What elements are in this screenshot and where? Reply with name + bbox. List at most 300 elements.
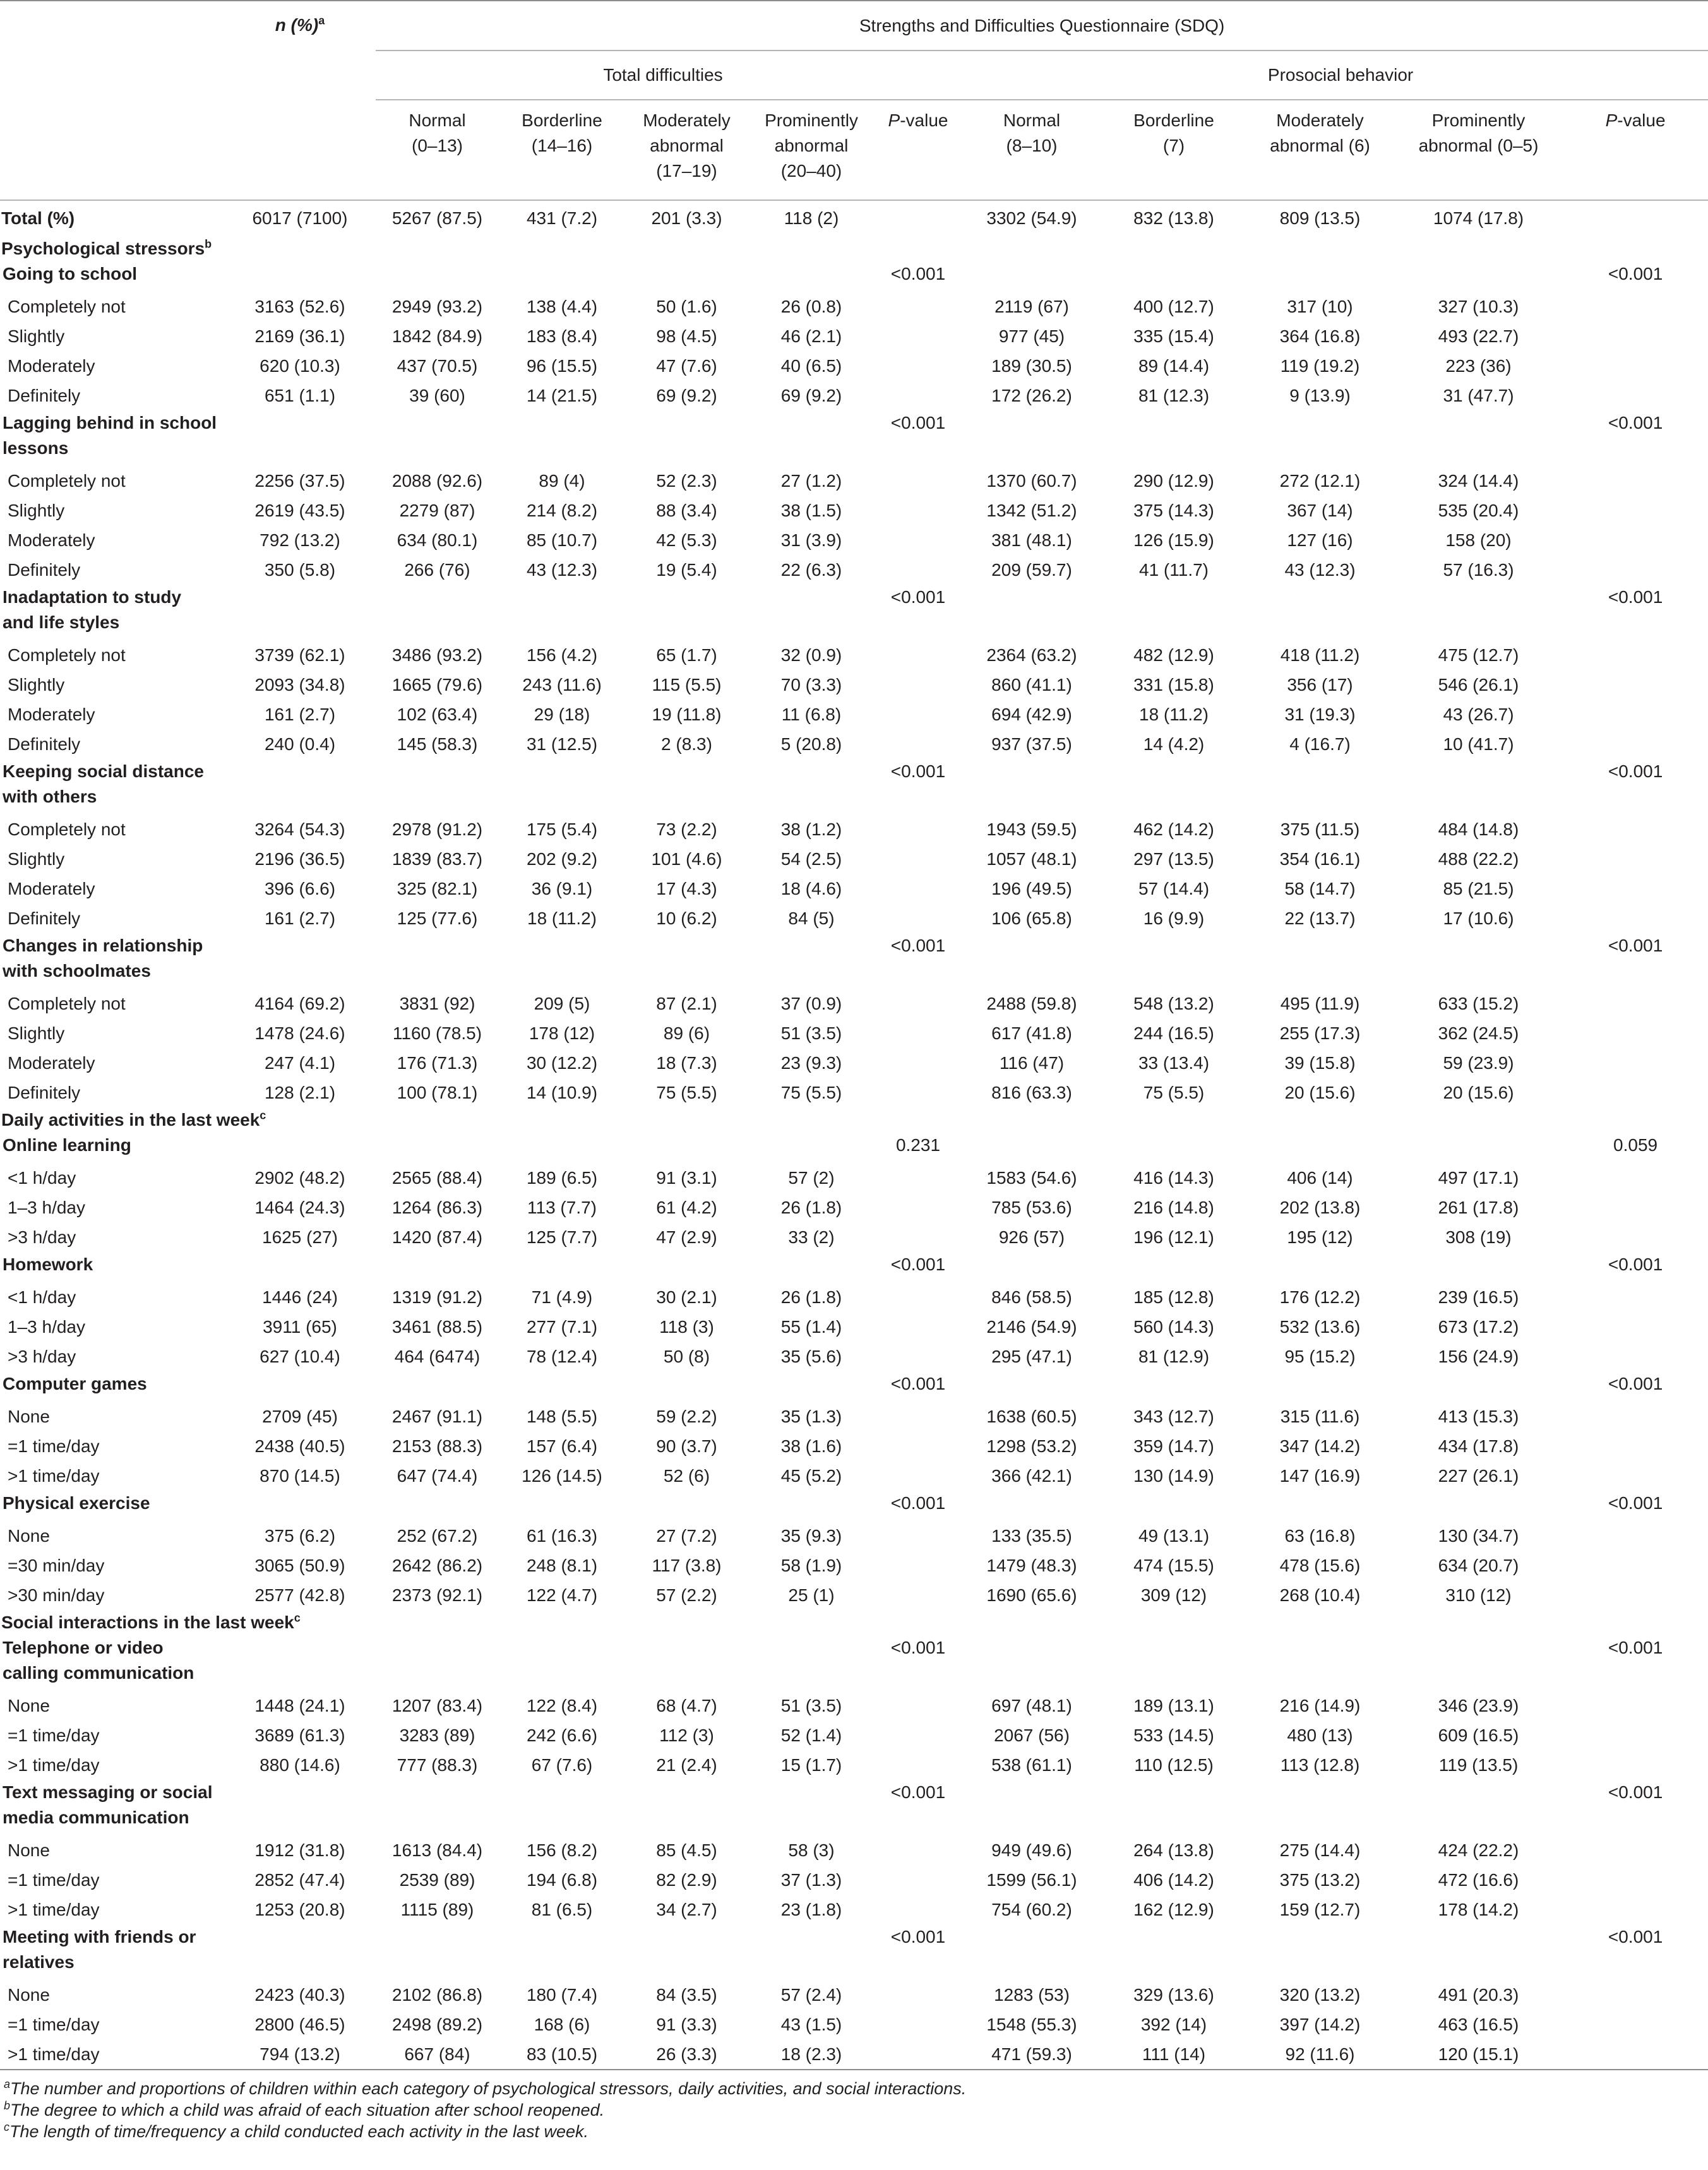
row-label: Definitely — [8, 559, 81, 580]
variable-row — [0, 410, 1708, 466]
empty-cell — [224, 1924, 376, 1980]
prosocial-cell: 272 (12.1) — [1279, 470, 1361, 491]
row-label: <1 h/day — [8, 1287, 76, 1307]
row-label: None — [8, 1984, 50, 2005]
prosocial-cell: 223 (36) — [1445, 355, 1512, 376]
empty-cell — [962, 261, 1102, 292]
footnote-marker: c — [4, 2121, 9, 2133]
empty-cell — [499, 1924, 625, 1980]
empty-cell — [224, 1635, 376, 1691]
total-difficulties-cell: 1160 (78.5) — [392, 1023, 482, 1043]
prosocial-cell: 406 (14) — [1287, 1167, 1353, 1188]
header-pb-p-value — [1563, 100, 1708, 200]
total-difficulties-cell: 47 (2.9) — [656, 1227, 717, 1247]
total-difficulties-cell: 2153 (88.3) — [391, 1436, 483, 1456]
prosocial-cell: 356 (17) — [1287, 674, 1353, 695]
variable-label-line: Online learning — [3, 1135, 131, 1155]
n-percent-cell: 375 (6.2) — [264, 1525, 336, 1546]
total-difficulties-cell: 145 (58.3) — [397, 734, 478, 754]
table-row — [0, 381, 1708, 410]
prosocial-cell: 119 (19.2) — [1280, 355, 1360, 376]
empty-cell — [376, 1491, 499, 1521]
table-row — [0, 989, 1708, 1018]
empty-cell — [875, 1222, 962, 1252]
table-row — [0, 670, 1708, 700]
table-row — [0, 700, 1708, 729]
prosocial-cell: 209 (59.7) — [991, 559, 1072, 580]
prosocial-p-value: <0.001 — [1608, 413, 1663, 432]
prosocial-cell: 244 (16.5) — [1133, 1023, 1214, 1043]
empty-cell — [1563, 1980, 1708, 2010]
header-column-line: Borderline — [1133, 110, 1214, 130]
total-difficulties-cell: 777 (88.3) — [397, 1755, 478, 1775]
prosocial-cell: 315 (11.6) — [1280, 1406, 1360, 1426]
empty-cell — [1563, 1282, 1708, 1312]
footnote-marker: b — [4, 2099, 11, 2112]
prosocial-p-value: <0.001 — [1608, 587, 1663, 607]
variable-row — [0, 585, 1708, 640]
empty-cell — [224, 261, 376, 292]
prosocial-cell: 43 (12.3) — [1284, 559, 1356, 580]
total-difficulties-cell: 27 (7.2) — [656, 1525, 717, 1546]
prosocial-cell: 533 (14.5) — [1133, 1725, 1214, 1745]
prosocial-cell: 949 (49.6) — [991, 1840, 1072, 1860]
footnote-text: The length of time/frequency a child conducted each activity in the last week. — [9, 2122, 589, 2141]
total-difficulties-cell: 91 (3.3) — [656, 2014, 717, 2034]
total-difficulties-cell: 59 (2.2) — [656, 1406, 717, 1426]
prosocial-cell: 196 (12.1) — [1133, 1227, 1214, 1247]
total-difficulties-cell: 43 (12.3) — [526, 559, 598, 580]
header-stub — [0, 1, 224, 51]
empty-cell — [224, 410, 376, 466]
table-row — [0, 466, 1708, 496]
total-difficulties-cell: 100 (78.1) — [397, 1082, 478, 1102]
n-percent-cell: 128 (2.1) — [264, 1082, 336, 1102]
empty-cell — [1563, 1461, 1708, 1491]
prosocial-cell: 297 (13.5) — [1133, 849, 1214, 869]
empty-cell — [1394, 1635, 1563, 1691]
total-difficulties-cell: 26 (0.8) — [780, 296, 842, 316]
total-difficulties-cell: 23 (9.3) — [780, 1052, 842, 1073]
empty-cell — [875, 874, 962, 903]
variable-label-line: lessons — [3, 438, 69, 458]
total-difficulties-p-value: <0.001 — [890, 1374, 946, 1393]
empty-cell — [1246, 1252, 1394, 1282]
total-difficulties-cell: 85 (4.5) — [656, 1840, 717, 1860]
empty-cell — [1102, 1924, 1246, 1980]
prosocial-cell: 367 (14) — [1287, 500, 1353, 520]
row-label: Slightly — [8, 674, 65, 695]
total-difficulties-cell: 43 (1.5) — [780, 2014, 842, 2034]
empty-cell — [224, 1133, 376, 1163]
n-percent-cell: 1625 (27) — [262, 1227, 338, 1247]
empty-cell — [1102, 933, 1246, 989]
row-label: Definitely — [8, 1082, 81, 1102]
variable-row — [0, 261, 1708, 292]
prosocial-cell: 546 (26.1) — [1438, 674, 1519, 695]
prosocial-cell: 359 (14.7) — [1133, 1436, 1214, 1456]
total-difficulties-p-value: <0.001 — [890, 264, 946, 283]
prosocial-cell: 255 (17.3) — [1279, 1023, 1361, 1043]
table-row — [0, 1865, 1708, 1895]
prosocial-cell: 462 (14.2) — [1133, 819, 1214, 839]
total-difficulties-cell: 18 (11.2) — [527, 908, 597, 928]
empty-cell — [1563, 903, 1708, 933]
total-difficulties-cell: 51 (3.5) — [780, 1023, 842, 1043]
empty-cell — [875, 200, 962, 236]
empty-cell — [1102, 1491, 1246, 1521]
empty-cell — [1102, 1133, 1246, 1163]
header-n-spacer — [224, 51, 376, 100]
empty-cell — [1246, 261, 1394, 292]
n-percent-cell: 2093 (34.8) — [254, 674, 345, 695]
empty-cell — [1394, 1133, 1563, 1163]
empty-cell — [376, 410, 499, 466]
prosocial-cell: 346 (23.9) — [1438, 1695, 1519, 1715]
empty-cell — [875, 321, 962, 351]
variable-row — [0, 1924, 1708, 1980]
total-difficulties-cell: 29 (18) — [534, 704, 590, 724]
prosocial-p-value: <0.001 — [1608, 264, 1663, 283]
prosocial-cell: 1479 (48.3) — [986, 1555, 1077, 1575]
empty-cell — [1563, 844, 1708, 874]
total-difficulties-cell: 252 (67.2) — [397, 1525, 478, 1546]
variable-label-line: Meeting with friends or — [3, 1927, 196, 1946]
empty-cell — [875, 351, 962, 381]
prosocial-cell: 9 (13.9) — [1289, 385, 1351, 405]
total-difficulties-cell: 122 (4.7) — [526, 1585, 598, 1605]
total-difficulties-cell: 14 (10.9) — [526, 1082, 598, 1102]
total-difficulties-cell: 10 (6.2) — [656, 908, 717, 928]
empty-cell — [224, 1252, 376, 1282]
total-difficulties-p-value: <0.001 — [890, 413, 946, 432]
empty-cell — [748, 1924, 875, 1980]
empty-cell — [224, 1371, 376, 1402]
empty-cell — [875, 844, 962, 874]
prosocial-cell: 57 (14.4) — [1138, 878, 1210, 898]
prosocial-cell: 754 (60.2) — [991, 1899, 1072, 1919]
total-difficulties-cell: 67 (7.6) — [531, 1755, 593, 1775]
table-row — [0, 640, 1708, 670]
variable-row — [0, 1635, 1708, 1691]
total-difficulties-cell: 19 (11.8) — [652, 704, 722, 724]
prosocial-cell: 633 (15.2) — [1438, 993, 1519, 1013]
prosocial-cell: 111 (14) — [1102, 2039, 1246, 2070]
prosocial-cell: 381 (48.1) — [991, 530, 1072, 550]
footnote — [4, 2078, 966, 2099]
empty-cell — [1102, 261, 1246, 292]
n-percent-cell: 1446 (24) — [262, 1287, 338, 1307]
empty-cell — [748, 410, 875, 466]
empty-cell — [376, 933, 499, 989]
prosocial-cell: 33 (13.4) — [1138, 1052, 1210, 1073]
variable-label-line: Physical exercise — [3, 1493, 150, 1513]
empty-cell — [1102, 1371, 1246, 1402]
prosocial-cell: 1583 (54.6) — [986, 1167, 1077, 1188]
total-difficulties-cell: 61 (16.3) — [526, 1525, 598, 1546]
header-column-line: Normal — [1003, 110, 1061, 130]
row-label: =1 time/day — [8, 1869, 100, 1890]
prosocial-cell: 937 (37.5) — [991, 734, 1072, 754]
empty-cell — [625, 1635, 748, 1691]
n-percent-cell: 3739 (62.1) — [254, 645, 345, 665]
table-row — [0, 1312, 1708, 1342]
empty-cell — [499, 410, 625, 466]
variable-label-line: Inadaptation to study — [3, 587, 182, 607]
prosocial-cell: 133 (35.5) — [991, 1525, 1072, 1546]
table-row — [0, 1163, 1708, 1193]
empty-cell — [1246, 1133, 1394, 1163]
empty-cell — [875, 1048, 962, 1078]
empty-cell — [1102, 759, 1246, 814]
total-difficulties-cell: 2949 (93.2) — [391, 296, 483, 316]
variable-label — [0, 1133, 224, 1163]
header-column-line: Prominently — [1431, 110, 1526, 130]
total-difficulties-cell: 2467 (91.1) — [391, 1406, 483, 1426]
table-row — [0, 903, 1708, 933]
empty-cell — [625, 759, 748, 814]
header-n-label: n (%) — [275, 15, 319, 35]
variable-label-line: Keeping social distance — [3, 761, 204, 781]
empty-cell — [748, 759, 875, 814]
header-column-line: (20–40) — [780, 161, 842, 181]
prosocial-cell: 261 (17.8) — [1438, 1197, 1519, 1217]
empty-cell — [1563, 1078, 1708, 1107]
total-difficulties-cell: 35 (5.6) — [780, 1346, 842, 1366]
empty-cell — [376, 1133, 499, 1163]
empty-cell — [1563, 381, 1708, 410]
empty-cell — [1563, 1580, 1708, 1610]
table-row — [0, 555, 1708, 585]
total-difficulties-cell: 178 (12) — [529, 1023, 595, 1043]
prosocial-cell: 1548 (55.3) — [986, 2014, 1077, 2034]
empty-cell — [748, 1252, 875, 1282]
prosocial-cell: 343 (12.7) — [1133, 1406, 1214, 1426]
section-row — [0, 1107, 1708, 1133]
total-difficulties-cell: 26 (1.8) — [780, 1287, 842, 1307]
empty-cell — [499, 1133, 625, 1163]
total-difficulties-cell: 157 (6.4) — [526, 1436, 598, 1456]
prosocial-cell: 697 (48.1) — [991, 1695, 1072, 1715]
prosocial-cell: 977 (45) — [998, 326, 1065, 346]
header-p-rest-2: -value — [1617, 110, 1666, 130]
empty-cell — [875, 1551, 962, 1580]
table-row — [0, 1835, 1708, 1865]
total-difficulties-cell: 325 (82.1) — [397, 878, 478, 898]
row-label: Completely not — [8, 993, 126, 1013]
empty-cell — [1563, 466, 1708, 496]
total-difficulties-cell: 75 (5.5) — [780, 1082, 842, 1102]
header-n-percent — [224, 1, 376, 51]
prosocial-cell: 324 (14.4) — [1438, 470, 1519, 491]
empty-cell — [962, 759, 1102, 814]
prosocial-cell: 63 (16.8) — [1284, 1525, 1356, 1546]
n-percent-cell: 2423 (40.3) — [254, 1984, 345, 2005]
prosocial-cell: 816 (63.3) — [991, 1082, 1072, 1102]
variable-row — [0, 1371, 1708, 1402]
prosocial-cell: 2364 (63.2) — [986, 645, 1077, 665]
header-stub-3 — [0, 100, 224, 200]
prosocial-cell: 81 (12.3) — [1138, 385, 1210, 405]
empty-cell — [499, 585, 625, 640]
empty-cell — [1246, 1924, 1394, 1980]
prosocial-cell: 329 (13.6) — [1133, 1984, 1214, 2005]
total-difficulties-cell: 26 (1.8) — [780, 1197, 842, 1217]
prosocial-cell: 463 (16.5) — [1438, 2014, 1519, 2034]
n-percent-cell: 2577 (42.8) — [254, 1585, 345, 1605]
header-pb-borderline — [1102, 100, 1246, 200]
total-row — [0, 200, 1708, 236]
table-row — [0, 729, 1708, 759]
total-difficulties-cell: 102 (63.4) — [397, 704, 478, 724]
prosocial-cell: 22 (13.7) — [1284, 908, 1356, 928]
prosocial-cell: 59 (23.9) — [1443, 1052, 1514, 1073]
header-column-line: (7) — [1162, 136, 1185, 155]
prosocial-cell: 497 (17.1) — [1438, 1167, 1519, 1188]
header-p-italic: P — [888, 110, 900, 130]
n-percent-cell: 2256 (37.5) — [254, 470, 345, 491]
prosocial-cell: 49 (13.1) — [1138, 1525, 1210, 1546]
empty-cell — [962, 1635, 1102, 1691]
empty-cell — [962, 410, 1102, 466]
n-percent-cell: 2709 (45) — [262, 1406, 338, 1426]
prosocial-cell: 418 (11.2) — [1280, 645, 1360, 665]
prosocial-cell: 119 (13.5) — [1438, 1755, 1519, 1775]
prosocial-cell: 75 (5.5) — [1143, 1082, 1205, 1102]
empty-cell — [1563, 200, 1708, 236]
n-percent-cell: 2196 (36.5) — [254, 849, 345, 869]
empty-cell — [625, 1371, 748, 1402]
empty-cell — [376, 1371, 499, 1402]
empty-cell — [625, 1491, 748, 1521]
table-row — [0, 1691, 1708, 1720]
total-difficulties-cell: 87 (2.1) — [656, 993, 717, 1013]
total-difficulties-cell: 34 (2.7) — [656, 1899, 717, 1919]
prosocial-cell: 484 (14.8) — [1438, 819, 1519, 839]
section-label-text: Daily activities in the last week — [1, 1110, 260, 1130]
empty-cell — [625, 261, 748, 292]
header-column-line: abnormal — [774, 136, 849, 155]
prosocial-cell: 809 (13.5) — [1279, 208, 1361, 228]
empty-cell — [875, 1078, 962, 1107]
row-label: =1 time/day — [8, 2014, 100, 2034]
total-difficulties-cell: 3461 (88.5) — [391, 1316, 483, 1337]
empty-cell — [1563, 2010, 1708, 2039]
total-difficulties-p-value: <0.001 — [890, 761, 946, 781]
empty-cell — [1563, 670, 1708, 700]
empty-cell — [376, 1635, 499, 1691]
table-row — [0, 1048, 1708, 1078]
empty-cell — [875, 1720, 962, 1750]
prosocial-cell: 478 (15.6) — [1279, 1555, 1361, 1575]
n-percent-cell: 3264 (54.3) — [254, 819, 345, 839]
prosocial-cell: 17 (10.6) — [1443, 908, 1514, 928]
prosocial-p-value: <0.001 — [1608, 1927, 1663, 1946]
total-difficulties-p-value: <0.001 — [890, 1493, 946, 1513]
header-td-borderline — [499, 100, 625, 200]
empty-cell — [962, 1491, 1102, 1521]
total-difficulties-cell: 1839 (83.7) — [391, 849, 483, 869]
total-difficulties-cell: 85 (10.7) — [526, 530, 598, 550]
total-difficulties-cell: 31 (3.9) — [780, 530, 842, 550]
prosocial-cell: 335 (15.4) — [1133, 326, 1214, 346]
prosocial-cell: 1370 (60.7) — [986, 470, 1077, 491]
n-percent-cell: 4164 (69.2) — [254, 993, 345, 1013]
total-difficulties-cell: 168 (6) — [534, 2014, 590, 2034]
total-difficulties-cell: 117 (3.8) — [652, 1555, 722, 1575]
prosocial-cell: 406 (14.2) — [1133, 1869, 1214, 1890]
empty-cell — [224, 585, 376, 640]
prosocial-cell: 110 (12.5) — [1134, 1755, 1214, 1775]
row-label: Slightly — [8, 326, 65, 346]
total-difficulties-cell: 122 (8.4) — [526, 1695, 598, 1715]
footnote — [4, 2099, 604, 2121]
prosocial-cell: 416 (14.3) — [1133, 1167, 1214, 1188]
n-percent-cell: 1464 (24.3) — [254, 1197, 345, 1217]
prosocial-cell: 147 (16.9) — [1279, 1465, 1361, 1486]
header-column-line: abnormal (0–5) — [1418, 136, 1539, 155]
total-difficulties-cell: 176 (71.3) — [397, 1052, 478, 1073]
row-label: =1 time/day — [8, 1436, 100, 1456]
row-label: Definitely — [8, 908, 81, 928]
empty-cell — [1563, 1750, 1708, 1780]
empty-cell — [875, 1282, 962, 1312]
empty-cell — [1394, 1491, 1563, 1521]
prosocial-cell: 317 (10) — [1287, 296, 1353, 316]
prosocial-cell: 694 (42.9) — [991, 704, 1072, 724]
prosocial-cell: 18 (11.2) — [1139, 704, 1209, 724]
total-difficulties-cell: 57 (2.4) — [780, 1984, 842, 2005]
total-difficulties-cell: 32 (0.9) — [780, 645, 842, 665]
n-percent-cell: 880 (14.6) — [260, 1755, 340, 1775]
header-stub-2 — [0, 51, 224, 100]
variable-row — [0, 1491, 1708, 1521]
table-row — [0, 1980, 1708, 2010]
empty-cell — [1563, 640, 1708, 670]
empty-cell — [962, 1371, 1102, 1402]
total-difficulties-cell: 37 (1.3) — [780, 1869, 842, 1890]
empty-cell — [962, 933, 1102, 989]
total-difficulties-cell: 73 (2.2) — [656, 819, 717, 839]
section-label-text: Social interactions in the last week — [1, 1613, 294, 1632]
empty-cell — [1563, 1720, 1708, 1750]
variable-label — [0, 410, 224, 466]
prosocial-cell: 673 (17.2) — [1438, 1316, 1519, 1337]
row-label: Moderately — [8, 530, 95, 550]
row-label: Slightly — [8, 1023, 65, 1043]
table-header — [0, 1, 1708, 200]
empty-cell — [875, 1980, 962, 2010]
total-difficulties-cell: 38 (1.5) — [780, 500, 842, 520]
row-label: None — [8, 1406, 50, 1426]
variable-label-line: and life styles — [3, 612, 120, 632]
prosocial-cell: 331 (15.8) — [1133, 674, 1214, 695]
prosocial-cell: 189 (13.1) — [1133, 1695, 1214, 1715]
prosocial-cell: 538 (61.1) — [991, 1755, 1072, 1775]
total-difficulties-cell: 82 (2.9) — [656, 1869, 717, 1890]
prosocial-cell: 2146 (54.9) — [986, 1316, 1077, 1337]
empty-cell — [875, 640, 962, 670]
row-label: 1–3 h/day — [8, 1316, 85, 1337]
total-difficulties-p-value: <0.001 — [890, 1927, 946, 1946]
total-difficulties-cell: 1115 (89) — [400, 1899, 474, 1919]
prosocial-cell: 1599 (56.1) — [986, 1869, 1077, 1890]
prosocial-cell: 216 (14.8) — [1133, 1197, 1214, 1217]
total-difficulties-cell: 266 (76) — [404, 559, 470, 580]
prosocial-cell: 159 (12.7) — [1279, 1899, 1361, 1919]
prosocial-cell: 268 (10.4) — [1279, 1585, 1361, 1605]
prosocial-cell: 535 (20.4) — [1438, 500, 1519, 520]
